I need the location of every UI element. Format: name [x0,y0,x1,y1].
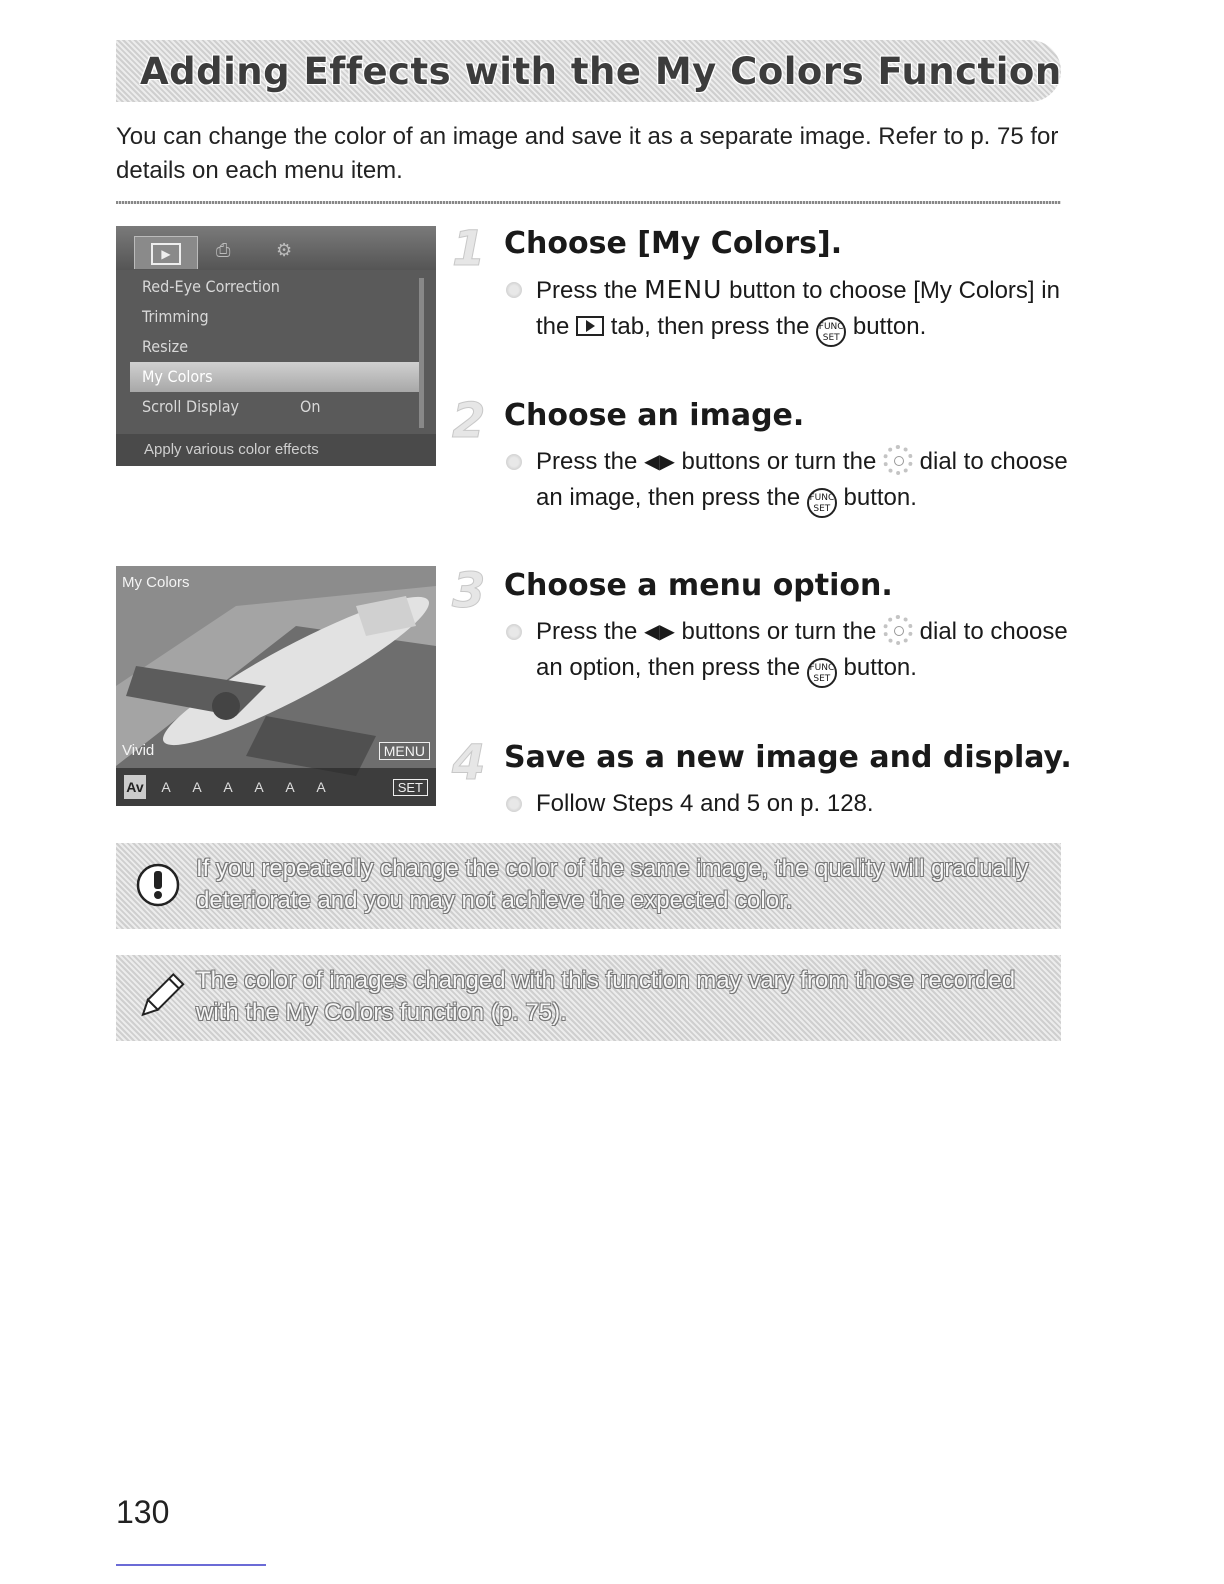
mycolors-header-label: My Colors [122,574,190,591]
step-number: 1 [452,221,486,277]
intro-paragraph: You can change the color of an image and save it as a separate image. Refer to p. 75 for details on each menu item. [116,123,1059,184]
mycolors-option-icon: A [161,779,171,795]
mycolors-option-row [116,768,436,806]
caution-note [116,843,1061,929]
step-instruction: Press the ◀▶ buttons or turn the dial to choose an option, then press the FUNC SET button. [536,614,1076,688]
camera-menu-item [130,302,422,332]
page-title: Adding Effects with the My Colors Function [140,49,1062,93]
camera-menu-scrollbar [419,278,424,428]
camera-menu-item-label: Scroll Display [142,397,240,416]
memo-text: The color of images changed with this function may vary from those recorded with the My Colors function (p. 75). [196,967,1016,1026]
caution-icon [134,857,190,913]
bullet-icon [506,624,522,640]
memo-note [116,955,1061,1041]
step-3 [452,563,1072,726]
playback-tab-icon [576,316,604,336]
camera-tab-bar [116,226,436,270]
step-number: 4 [452,735,486,791]
step-number: 2 [452,393,486,449]
caution-text: If you repeatedly change the color of the same image, the quality will gradually deteriorate and you may not achieve the expected color. [196,855,1029,914]
mycolors-option-icon: A [192,779,202,795]
bullet-icon [506,282,522,298]
control-dial-icon [883,615,913,645]
step-instruction: Press the ◀▶ buttons or turn the dial to choose an image, then press the FUNC SET button. [536,444,1076,518]
step-4 [452,735,1072,828]
mycolors-option-icon: A [285,779,295,795]
left-right-arrows-icon: ◀▶ [644,621,675,643]
camera-screen-menu [116,226,436,466]
camera-menu-item-selected [130,362,422,392]
step-instruction: Press the MENU button to choose [My Colors] in the tab, then press the FUNC SET button. [536,272,1076,347]
mycolors-option-icon: A [223,779,233,795]
tools-tab-icon: ⚙ [276,240,293,260]
func-set-button-icon: FUNC SET [816,317,846,347]
step-number: 3 [452,563,486,619]
func-set-button-icon: FUNC SET [807,658,837,688]
pencil-icon [134,969,190,1025]
mycolors-option-icon: A [316,779,326,795]
page-footer-rule [116,1564,266,1566]
camera-menu-item [130,332,422,362]
camera-menu-item [130,392,422,422]
play-tab-icon: ▶ [134,236,198,269]
step-title: Save as a new image and display. [504,740,1072,775]
section-title-bar [116,40,1061,102]
bullet-icon [506,454,522,470]
divider [116,201,1061,204]
camera-menu-item-label: Trimming [142,307,209,326]
camera-menu-item-label: Red-Eye Correction [142,277,280,296]
mycolors-mode-label: Vivid [122,742,155,759]
step-instruction: Follow Steps 4 and 5 on p. 128. [536,786,1076,822]
camera-menu-list [130,272,422,422]
left-right-arrows-icon: ◀▶ [644,451,675,473]
camera-menu-item-label: Resize [142,337,189,356]
step-2 [452,393,1072,556]
camera-menu-help-text: Apply various color effects [116,434,436,466]
menu-button-label: MENU [379,742,430,760]
camera-screen-mycolors [116,566,436,806]
menu-button-text: MENU [644,275,723,304]
camera-menu-item-value: On [300,397,321,416]
control-dial-icon [883,445,913,475]
bullet-icon [506,796,522,812]
step-title: Choose an image. [504,398,805,433]
camera-menu-item-label: My Colors [142,367,213,386]
mycolors-off-icon: Av [124,775,146,799]
page-number: 130 [116,1494,170,1530]
camera-menu-item [130,272,422,302]
func-set-button-icon: FUNC SET [807,488,837,518]
set-button-label: SET [393,779,428,796]
print-tab-icon: ⎙ [216,240,231,260]
step-title: Choose a menu option. [504,568,893,603]
mycolors-option-icon: A [254,779,264,795]
step-title: Choose [My Colors]. [504,226,843,261]
step-1 [452,221,1072,384]
